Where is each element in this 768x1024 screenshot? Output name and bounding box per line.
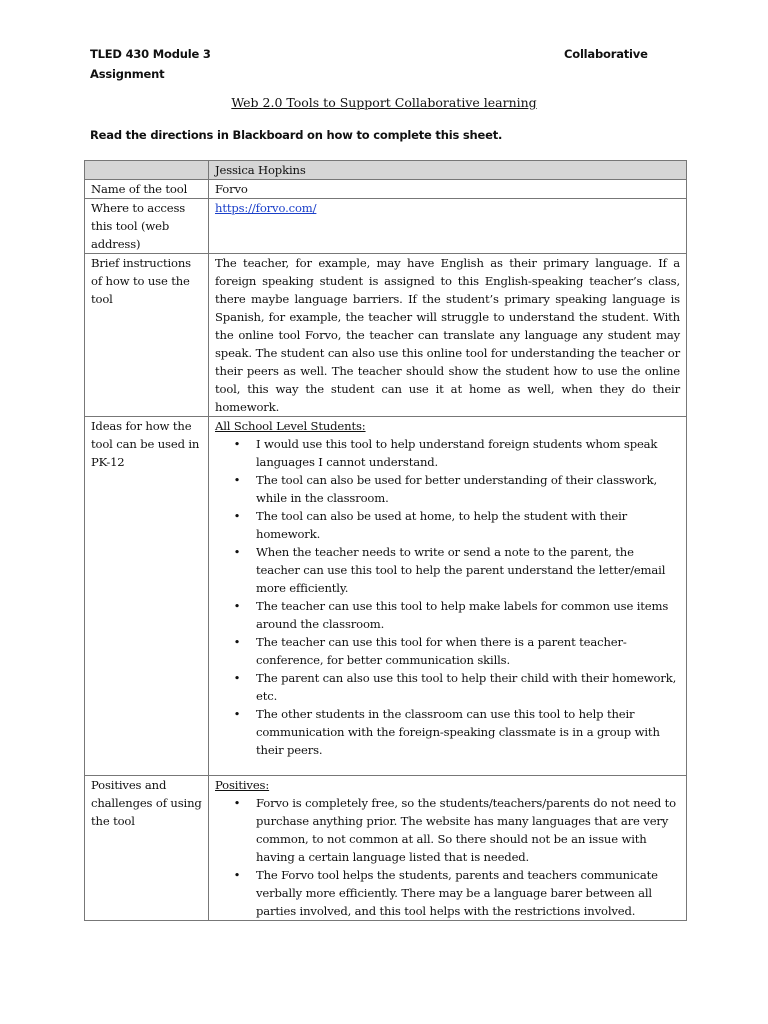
student-name-cell: Jessica Hopkins — [209, 161, 687, 180]
access-value-cell — [209, 199, 687, 254]
positives-subheading: Positives: — [215, 778, 270, 792]
document-title: Web 2.0 Tools to Support Collaborative learning — [231, 95, 537, 110]
ideas-subheading: All School Level Students: — [215, 419, 366, 433]
bullet-icon: • — [233, 707, 241, 721]
bullet-icon: • — [233, 473, 241, 487]
access-label: Where to access this tool (web address) — [85, 199, 209, 254]
tool-name-value: Forvo — [209, 180, 687, 199]
list-item: • The parent can also use this tool to help their child with their homework, etc. — [233, 671, 677, 703]
ideas-label: Ideas for how the tool can be used in PK-12 — [85, 417, 209, 776]
bullet-icon: • — [233, 545, 241, 559]
bullet-icon: • — [233, 599, 241, 613]
tool-url-link[interactable]: https://forvo.com/ — [215, 201, 317, 215]
table-row-instructions — [85, 254, 687, 417]
table-row-tool-name — [85, 180, 687, 199]
bullet-icon: • — [233, 868, 241, 882]
table-row-positives — [85, 776, 687, 921]
list-item: • When the teacher needs to write or send a note to the parent, the teacher can use this tool to help the parent understand the letter/email more efficiently. — [233, 545, 666, 595]
bullet-icon: • — [233, 509, 241, 523]
tool-name-label: Name of the tool — [85, 180, 209, 199]
tool-table — [84, 160, 687, 921]
list-item: • The teacher can use this tool to help make labels for common use items around the classroom. — [233, 599, 669, 631]
ideas-list — [215, 435, 680, 759]
directions-text: Read the directions in Blackboard on how to complete this sheet. — [90, 128, 503, 142]
instructions-value: The teacher, for example, may have English as their primary language. If a foreign speaking student is assigned to this English-speaking teacher’s class, there maybe language barriers. If the student’s primary speaking language is Spanish, for example, the teacher will struggle to understand the student. With the online tool Forvo, the teacher can translate any language any student may speak. The student can also use this online tool for understanding the teacher or their peers as well. The teacher should show the student how to use the online tool, this way the student can use it at home as well, when they do their homework. — [209, 254, 687, 417]
table-row-ideas — [85, 417, 687, 776]
bullet-icon: • — [233, 796, 241, 810]
bullet-icon: • — [233, 671, 241, 685]
ideas-value-cell — [209, 417, 687, 776]
list-item: • The Forvo tool helps the students, parents and teachers communicate verbally more efficiently. There may be a language barer between all parties involved, and this tool helps with the restrictions involved. — [233, 868, 658, 918]
list-item: • The tool can also be used at home, to help the student with their homework. — [233, 509, 628, 541]
table-header-row — [85, 161, 687, 180]
assignment-header-continuation: Assignment — [90, 67, 165, 81]
table-row-access — [85, 199, 687, 254]
list-item: • The tool can also be used for better understanding of their classwork, while in the classroom. — [233, 473, 658, 505]
course-header: TLED 430 Module 3 — [90, 47, 211, 61]
instructions-label: Brief instructions of how to use the tool — [85, 254, 209, 417]
positives-label: Positives and challenges of using the tool — [85, 776, 209, 921]
header-empty-cell — [85, 161, 209, 180]
list-item: • The teacher can use this tool for when there is a parent teacher-conference, for better communication skills. — [233, 635, 627, 667]
bullet-icon: • — [233, 635, 241, 649]
bullet-icon: • — [233, 437, 241, 451]
list-item: • The other students in the classroom can use this tool to help their communication with the foreign-speaking classmate is in a group with their peers. — [233, 707, 660, 757]
positives-list — [215, 794, 680, 920]
list-item: • I would use this tool to help understand foreign students whom speak languages I cannot understand. — [233, 437, 658, 469]
assignment-type-header: Collaborative — [564, 47, 648, 61]
positives-value-cell — [209, 776, 687, 921]
list-item: • Forvo is completely free, so the students/teachers/parents do not need to purchase anything prior. The website has many languages that are very common, to not common at all. So there should not be an issue with having a certain language listed that is needed. — [233, 796, 676, 864]
